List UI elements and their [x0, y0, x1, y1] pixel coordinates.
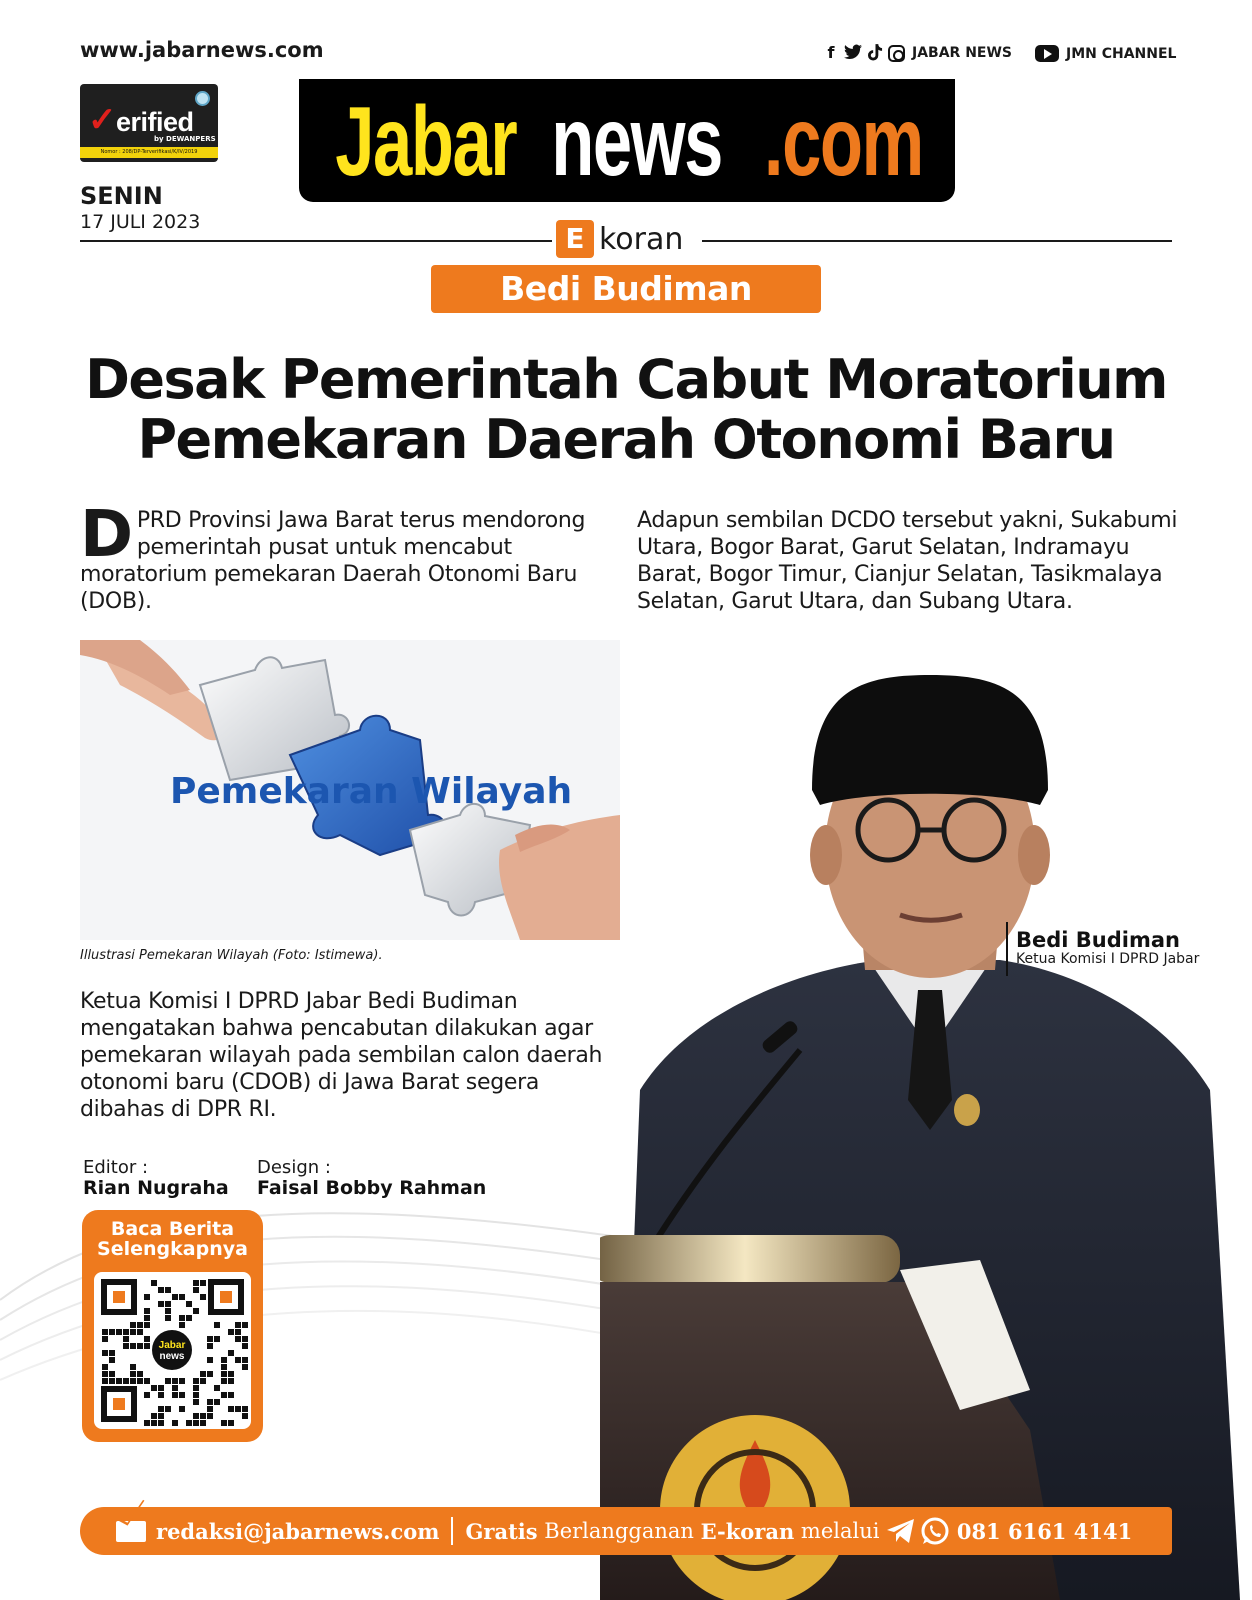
qr-title-line-1: Baca Berita — [110, 1218, 235, 1240]
qr-module — [137, 1371, 143, 1377]
qr-module — [102, 1350, 108, 1356]
qr-card[interactable] — [82, 1210, 263, 1442]
qr-module — [193, 1420, 199, 1426]
youtube-icon — [1035, 45, 1059, 62]
qr-module — [207, 1406, 213, 1412]
social-handle: JABAR NEWS — [912, 45, 1013, 61]
qr-module — [165, 1308, 171, 1314]
qr-module — [130, 1343, 136, 1349]
photo-caption-name: Bedi Budiman — [1016, 928, 1180, 952]
qr-module — [214, 1322, 220, 1328]
qr-module — [228, 1406, 234, 1412]
qr-module — [123, 1343, 129, 1349]
qr-module — [193, 1308, 199, 1314]
qr-module — [242, 1364, 248, 1370]
illustration-caption: Illustrasi Pemekaran Wilayah (Foto: Istimewa). — [80, 948, 383, 963]
qr-module — [144, 1308, 150, 1314]
qr-module — [109, 1378, 115, 1384]
qr-module — [151, 1385, 157, 1391]
qr-module — [158, 1287, 164, 1293]
telegram-icon[interactable] — [886, 1518, 916, 1544]
whatsapp-icon[interactable] — [920, 1516, 950, 1546]
qr-module — [193, 1413, 199, 1419]
verified-badge — [80, 84, 218, 162]
dewan-pers-seal-icon — [195, 91, 210, 106]
qr-module — [235, 1329, 241, 1335]
qr-title-line-2: Selengkapnya — [97, 1238, 248, 1260]
qr-module — [109, 1371, 115, 1377]
tiktok-icon[interactable] — [866, 44, 884, 62]
qr-module — [207, 1413, 213, 1419]
qr-module — [116, 1329, 122, 1335]
qr-module — [221, 1371, 227, 1377]
paragraph-quote: Ketua Komisi I DPRD Jabar Bedi Budiman mengatakan bahwa pencabutan dilakukan agar pemekaran wilayah pada sembilan calon daerah otonomi baru (CDOB) di Jawa Barat segera dibahas di DPR RI. — [80, 989, 603, 1122]
qr-module — [130, 1371, 136, 1377]
qr-module — [144, 1378, 150, 1384]
ekoran-text: koran — [599, 221, 684, 257]
qr-module — [193, 1399, 199, 1405]
footer-separator — [451, 1517, 453, 1545]
ekoran-e-box: E — [556, 220, 594, 258]
qr-module — [193, 1287, 199, 1293]
social-links — [822, 44, 1012, 62]
qr-module — [158, 1406, 164, 1412]
masthead-news: news — [551, 85, 722, 196]
qr-module — [179, 1294, 185, 1300]
qr-module — [179, 1392, 185, 1398]
footer-bar — [80, 1507, 1172, 1555]
qr-module — [102, 1364, 108, 1370]
subject-name-banner: Bedi Budiman — [431, 265, 821, 313]
qr-module — [193, 1385, 199, 1391]
mail-icon — [116, 1521, 146, 1542]
qr-module — [207, 1336, 213, 1342]
design-label: Design : — [257, 1157, 331, 1178]
qr-module — [193, 1280, 199, 1286]
headline-line-2: Pemekaran Daerah Otonomi Baru — [137, 408, 1115, 471]
qr-module — [179, 1322, 185, 1328]
twitter-icon[interactable] — [844, 44, 862, 62]
masthead-com: .com — [763, 85, 923, 196]
qr-module — [158, 1301, 164, 1307]
qr-module — [221, 1420, 227, 1426]
qr-module — [130, 1378, 136, 1384]
qr-module — [242, 1336, 248, 1342]
photo-caption-role: Ketua Komisi I DPRD Jabar — [1016, 951, 1200, 967]
illustration-label: Pemekaran Wilayah — [170, 771, 573, 812]
website-url[interactable]: www.jabarnews.com — [80, 38, 324, 62]
drop-cap: D — [80, 498, 133, 572]
qr-module — [186, 1315, 192, 1321]
qr-module — [137, 1322, 143, 1328]
qr-module — [200, 1378, 206, 1384]
illustration-image — [80, 640, 620, 940]
masthead-logo[interactable] — [299, 79, 955, 202]
qr-module — [242, 1322, 248, 1328]
qr-module — [207, 1371, 213, 1377]
qr-module — [235, 1322, 241, 1328]
qr-module — [137, 1378, 143, 1384]
qr-module — [172, 1385, 178, 1391]
qr-module — [158, 1385, 164, 1391]
qr-module — [165, 1301, 171, 1307]
qr-module — [109, 1350, 115, 1356]
qr-module — [102, 1378, 108, 1384]
verified-by: by DEWANPERS — [154, 135, 216, 143]
qr-module — [221, 1378, 227, 1384]
qr-module — [193, 1392, 199, 1398]
qr-logo-bottom: news — [159, 1351, 185, 1362]
qr-module — [123, 1329, 129, 1335]
qr-module — [200, 1420, 206, 1426]
qr-module — [235, 1357, 241, 1363]
paragraph-intro — [80, 498, 628, 615]
qr-module — [207, 1399, 213, 1405]
qr-module — [165, 1315, 171, 1321]
qr-module — [172, 1294, 178, 1300]
qr-module — [144, 1315, 150, 1321]
qr-module — [137, 1343, 143, 1349]
qr-module — [221, 1357, 227, 1363]
qr-module — [137, 1329, 143, 1335]
qr-module — [200, 1294, 206, 1300]
footer-melalui: melalui — [800, 1519, 880, 1543]
editor-label: Editor : — [83, 1157, 149, 1178]
footer-ekoran: E-koran — [700, 1518, 795, 1544]
qr-module — [207, 1343, 213, 1349]
editor-name: Rian Nugraha — [83, 1177, 229, 1199]
qr-module — [228, 1371, 234, 1377]
qr-module — [179, 1378, 185, 1384]
qr-module — [228, 1392, 234, 1398]
verified-word — [88, 100, 194, 140]
qr-module — [207, 1357, 213, 1363]
qr-module — [172, 1392, 178, 1398]
verified-text: erified — [116, 107, 194, 137]
instagram-icon[interactable] — [888, 45, 905, 62]
verified-check-icon: ✓ — [88, 101, 116, 139]
qr-module — [165, 1378, 171, 1384]
qr-module — [200, 1371, 206, 1377]
qr-module — [214, 1336, 220, 1342]
qr-module — [193, 1378, 199, 1384]
qr-module — [242, 1406, 248, 1412]
qr-module — [228, 1378, 234, 1384]
qr-module — [116, 1378, 122, 1384]
headline-line-1: Desak Pemerintah Cabut Moratorium — [85, 348, 1167, 411]
qr-module — [102, 1371, 108, 1377]
qr-module — [151, 1413, 157, 1419]
photo-caption-bar — [1006, 922, 1008, 976]
qr-module — [144, 1322, 150, 1328]
divider-right — [702, 240, 1172, 242]
qr-module — [144, 1336, 150, 1342]
qr-module — [165, 1287, 171, 1293]
paragraph-intro-text: PRD Provinsi Jawa Barat terus mendorong pemerintah pusat untuk mencabut moratorium pemekaran Daerah Otonomi Baru (DOB). — [80, 508, 586, 614]
footer-phone[interactable]: 081 6161 4141 — [956, 1518, 1133, 1544]
qr-module — [123, 1336, 129, 1342]
qr-module — [228, 1350, 234, 1356]
qr-module — [179, 1406, 185, 1412]
issue-day: SENIN — [80, 182, 163, 210]
design-name: Faisal Bobby Rahman — [257, 1177, 487, 1199]
qr-module — [221, 1392, 227, 1398]
qr-module — [200, 1280, 206, 1286]
qr-module — [130, 1364, 136, 1370]
footer-berlangganan: Berlangganan — [544, 1519, 694, 1543]
qr-module — [165, 1406, 171, 1412]
qr-module — [228, 1420, 234, 1426]
footer-gratis: Gratis — [465, 1518, 538, 1544]
qr-module — [144, 1392, 150, 1398]
qr-module — [109, 1329, 115, 1335]
masthead-jabar: Jabar — [335, 85, 517, 196]
divider-left — [80, 240, 552, 242]
qr-module — [123, 1378, 129, 1384]
qr-module — [151, 1280, 157, 1286]
qr-module — [186, 1420, 192, 1426]
qr-code[interactable] — [94, 1272, 251, 1429]
qr-module — [179, 1315, 185, 1321]
qr-module — [144, 1343, 150, 1349]
qr-module — [242, 1343, 248, 1349]
qr-module — [214, 1399, 220, 1405]
qr-module — [158, 1413, 164, 1419]
ekoran-label — [556, 220, 683, 258]
youtube-channel-label: JMN CHANNEL — [1066, 45, 1177, 62]
qr-module — [221, 1364, 227, 1370]
qr-module — [151, 1420, 157, 1426]
qr-module — [228, 1329, 234, 1335]
qr-module — [102, 1336, 108, 1342]
qr-module — [200, 1413, 206, 1419]
qr-module — [242, 1413, 248, 1419]
facebook-icon[interactable]: f — [827, 43, 835, 62]
qr-module — [214, 1385, 220, 1391]
footer-email[interactable]: redaksi@jabarnews.com — [156, 1518, 440, 1544]
verified-number: Nomor : 208/DP-Terverifikasi/K/IV/2019 — [80, 147, 218, 158]
paragraph-dcdo-list: Adapun sembilan DCDO tersebut yakni, Sukabumi Utara, Bogor Barat, Garut Selatan, Indramayu Barat, Bogor Timur, Cianjur Selatan, Tasikmalaya Selatan, Garut Utara, dan Subang Utara. — [637, 508, 1178, 614]
youtube-link[interactable] — [1035, 45, 1176, 62]
qr-module — [235, 1406, 241, 1412]
speaker-photo — [600, 670, 1252, 1600]
qr-module — [109, 1357, 115, 1363]
issue-date: 17 JULI 2023 — [80, 211, 201, 233]
qr-module — [130, 1322, 136, 1328]
qr-module — [186, 1301, 192, 1307]
article-headline — [40, 350, 1212, 470]
qr-module — [242, 1357, 248, 1363]
qr-module — [158, 1392, 164, 1398]
qr-module — [158, 1420, 164, 1426]
qr-logo-top: Jabar — [158, 1340, 186, 1351]
qr-module — [172, 1420, 178, 1426]
qr-module — [144, 1294, 150, 1300]
qr-module — [144, 1420, 150, 1426]
qr-module — [130, 1329, 136, 1335]
qr-module — [102, 1329, 108, 1335]
qr-module — [235, 1336, 241, 1342]
qr-module — [172, 1378, 178, 1384]
